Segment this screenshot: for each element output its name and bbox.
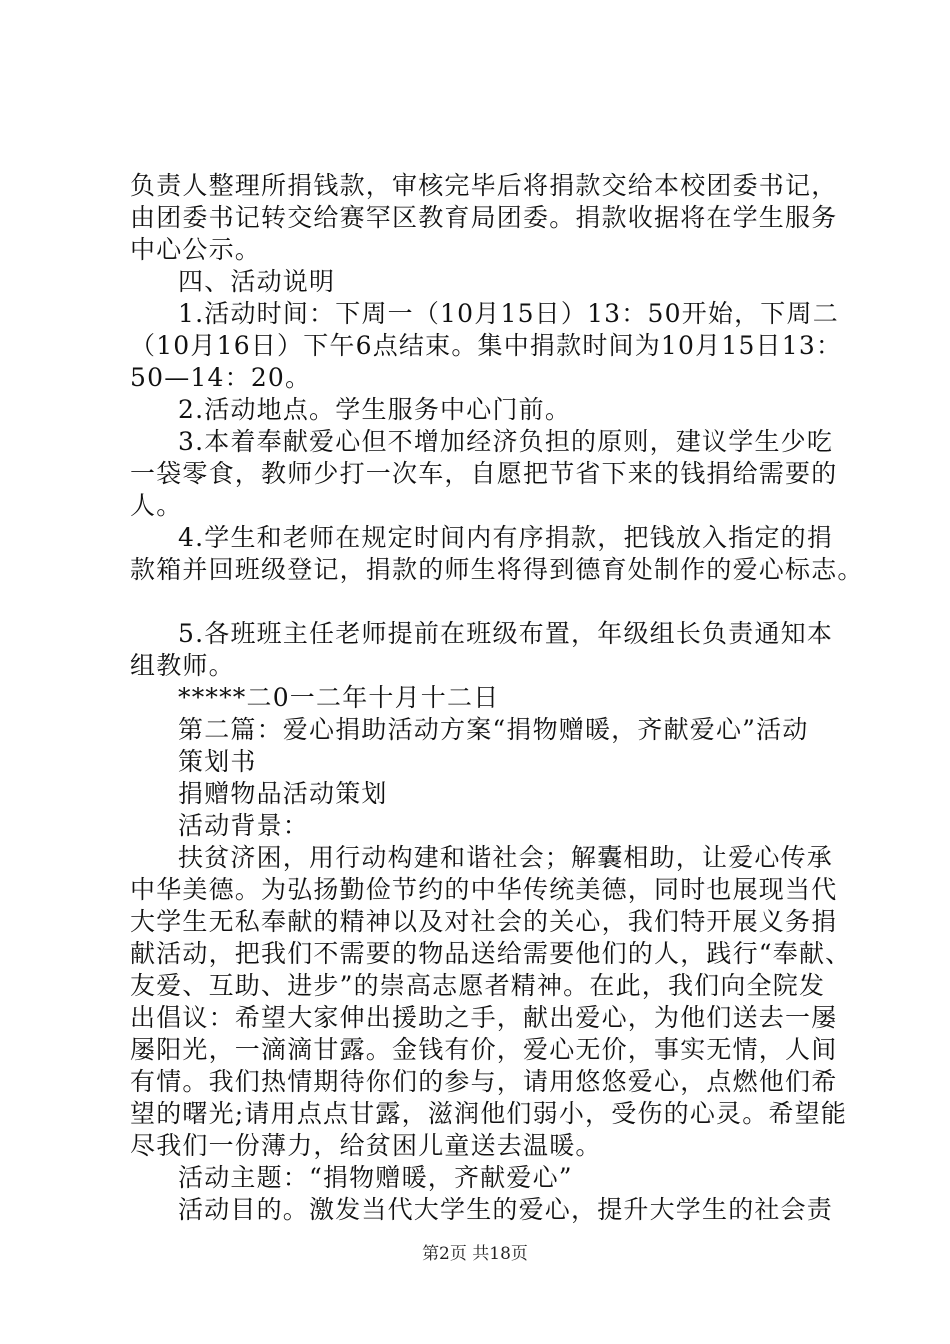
text-line: 中华美德。为弘扬勤俭节约的中华传统美德，同时也展现当代 — [130, 875, 838, 904]
text-line: 有情。我们热情期待你们的参与，请用悠悠爱心，点燃他们希 — [130, 1067, 838, 1096]
text-line: （10月16日）下午6点结束。集中捐款时间为10月15日13： — [130, 331, 843, 360]
text-line: 负责人整理所捐钱款，审核完毕后将捐款交给本校团委书记， — [130, 171, 838, 200]
text-line: 捐赠物品活动策划 — [178, 779, 388, 808]
text-line: 尽我们一份薄力，给贫困儿童送去温暖。 — [130, 1131, 602, 1160]
text-line: 人。 — [130, 491, 183, 520]
text-line: 50—14：20。 — [130, 363, 312, 392]
page-footer: 第2页 共18页 — [422, 1244, 528, 1264]
text-line: 4.学生和老师在规定时间内有序捐款，把钱放入指定的捐 — [178, 523, 834, 552]
text-line: 出倡议：希望大家伸出援助之手，献出爱心，为他们送去一屡 — [130, 1003, 838, 1032]
text-line: 献活动，把我们不需要的物品送给需要他们的人，践行“奉献、 — [130, 939, 852, 968]
text-line: 策划书 — [178, 747, 257, 776]
text-line: 由团委书记转交给赛罕区教育局团委。捐款收据将在学生服务 — [130, 203, 838, 232]
text-line: 大学生无私奉献的精神以及对社会的关心，我们特开展义务捐 — [130, 907, 838, 936]
text-line: 1.活动时间：下周一（10月15日）13：50开始，下周二 — [178, 299, 839, 328]
text-line: *****二0一二年十月十二日 — [178, 683, 500, 712]
text-line: 扶贫济困，用行动构建和谐社会；解囊相助，让爱心传承 — [178, 843, 834, 872]
text-line: 望的曙光;请用点点甘露，滋润他们弱小，受伤的心灵。希望能 — [130, 1099, 848, 1128]
text-line: 活动目的。激发当代大学生的爱心，提升大学生的社会责 — [178, 1195, 834, 1224]
text-line: 第二篇：爱心捐助活动方案“捐物赠暖，齐献爱心”活动 — [178, 715, 809, 744]
text-line: 友爱、互助、进步”的崇高志愿者精神。在此，我们向全院发 — [130, 971, 826, 1000]
text-line: 款箱并回班级登记，捐款的师生将得到德育处制作的爱心标志。 — [130, 555, 864, 584]
text-line: 5.各班班主任老师提前在班级布置，年级组长负责通知本 — [178, 619, 834, 648]
text-line: 3.本着奉献爱心但不增加经济负担的原则，建议学生少吃 — [178, 427, 834, 456]
text-line: 一袋零食，教师少打一次车，自愿把节省下来的钱捐给需要的 — [130, 459, 838, 488]
document-body — [130, 170, 864, 1226]
text-line: 屡阳光，一滴滴甘露。金钱有价，爱心无价，事实无情，人间 — [130, 1035, 838, 1064]
text-line: 活动主题：“捐物赠暖，齐献爱心” — [178, 1163, 573, 1192]
text-line: 四、活动说明 — [178, 267, 336, 296]
text-line: 中心公示。 — [130, 235, 262, 264]
text-line: 组教师。 — [130, 651, 235, 680]
text-line: 活动背景： — [178, 811, 310, 840]
text-line: 2.活动地点。学生服务中心门前。 — [178, 395, 572, 424]
